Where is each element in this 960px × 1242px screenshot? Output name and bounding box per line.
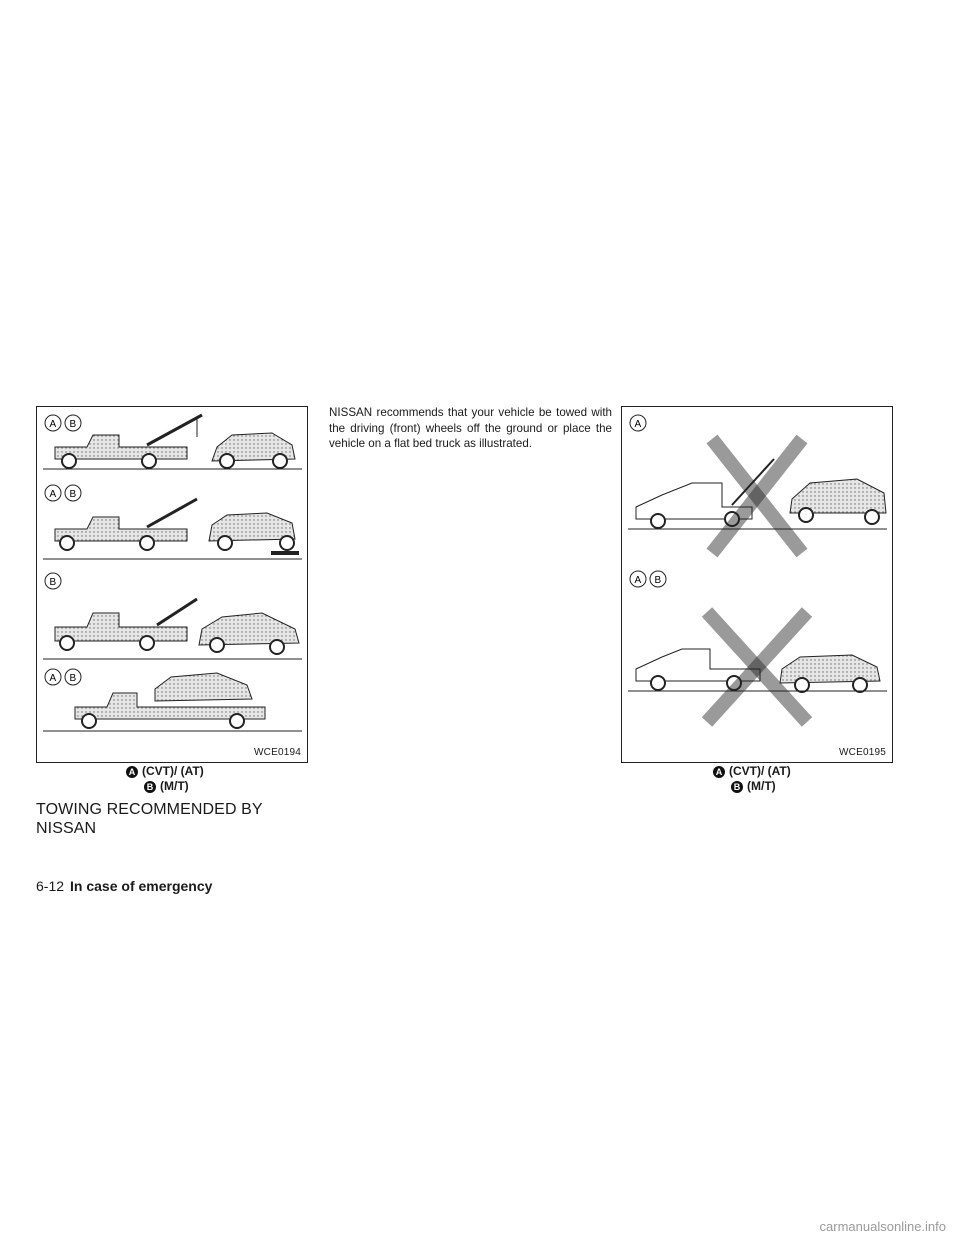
section-name: In case of emergency xyxy=(70,878,213,894)
svg-text:B: B xyxy=(69,489,77,500)
section-3 xyxy=(43,573,302,659)
badge-b: B xyxy=(731,781,743,793)
svg-text:A: A xyxy=(49,673,57,684)
section-heading: TOWING RECOMMENDED BY NISSAN xyxy=(36,801,263,837)
page-footer xyxy=(36,878,212,894)
svg-text:A: A xyxy=(634,575,642,586)
svg-text:B: B xyxy=(69,419,77,430)
figure-code: WCE0195 xyxy=(839,747,886,758)
svg-text:B: B xyxy=(49,577,57,588)
figure-code: WCE0194 xyxy=(254,747,301,758)
section-1 xyxy=(43,415,302,469)
legend-b-text: (M/T) xyxy=(160,779,189,793)
figure-towing-recommended xyxy=(36,406,308,763)
legend-left xyxy=(36,764,308,796)
section-4 xyxy=(43,669,302,731)
figure-towing-not-recommended xyxy=(621,406,893,763)
svg-text:B: B xyxy=(654,575,662,586)
badge-a: A xyxy=(713,766,725,778)
legend-a-text: (CVT)/ (AT) xyxy=(142,764,204,778)
legend-b-text: (M/T) xyxy=(747,779,776,793)
badge-a: A xyxy=(126,766,138,778)
not-recommended-1 xyxy=(628,415,887,553)
svg-text:A: A xyxy=(49,419,57,430)
svg-text:B: B xyxy=(69,673,77,684)
not-recommended-illustrations xyxy=(622,407,892,762)
badge-b: B xyxy=(144,781,156,793)
svg-text:A: A xyxy=(49,489,57,500)
towing-illustrations xyxy=(37,407,307,762)
watermark-link[interactable]: carmanualsonline.info xyxy=(819,1219,946,1234)
legend-right xyxy=(621,764,893,796)
legend-a-text: (CVT)/ (AT) xyxy=(729,764,791,778)
not-recommended-2 xyxy=(628,571,887,722)
page-number: 6-12 xyxy=(36,878,65,894)
svg-text:A: A xyxy=(634,419,642,430)
section-2 xyxy=(43,485,302,559)
body-paragraph: NISSAN recommends that your vehicle be towed with the driving (front) wheels off the ground or place the vehicle on a flat bed truck as illustrated. xyxy=(329,406,612,451)
